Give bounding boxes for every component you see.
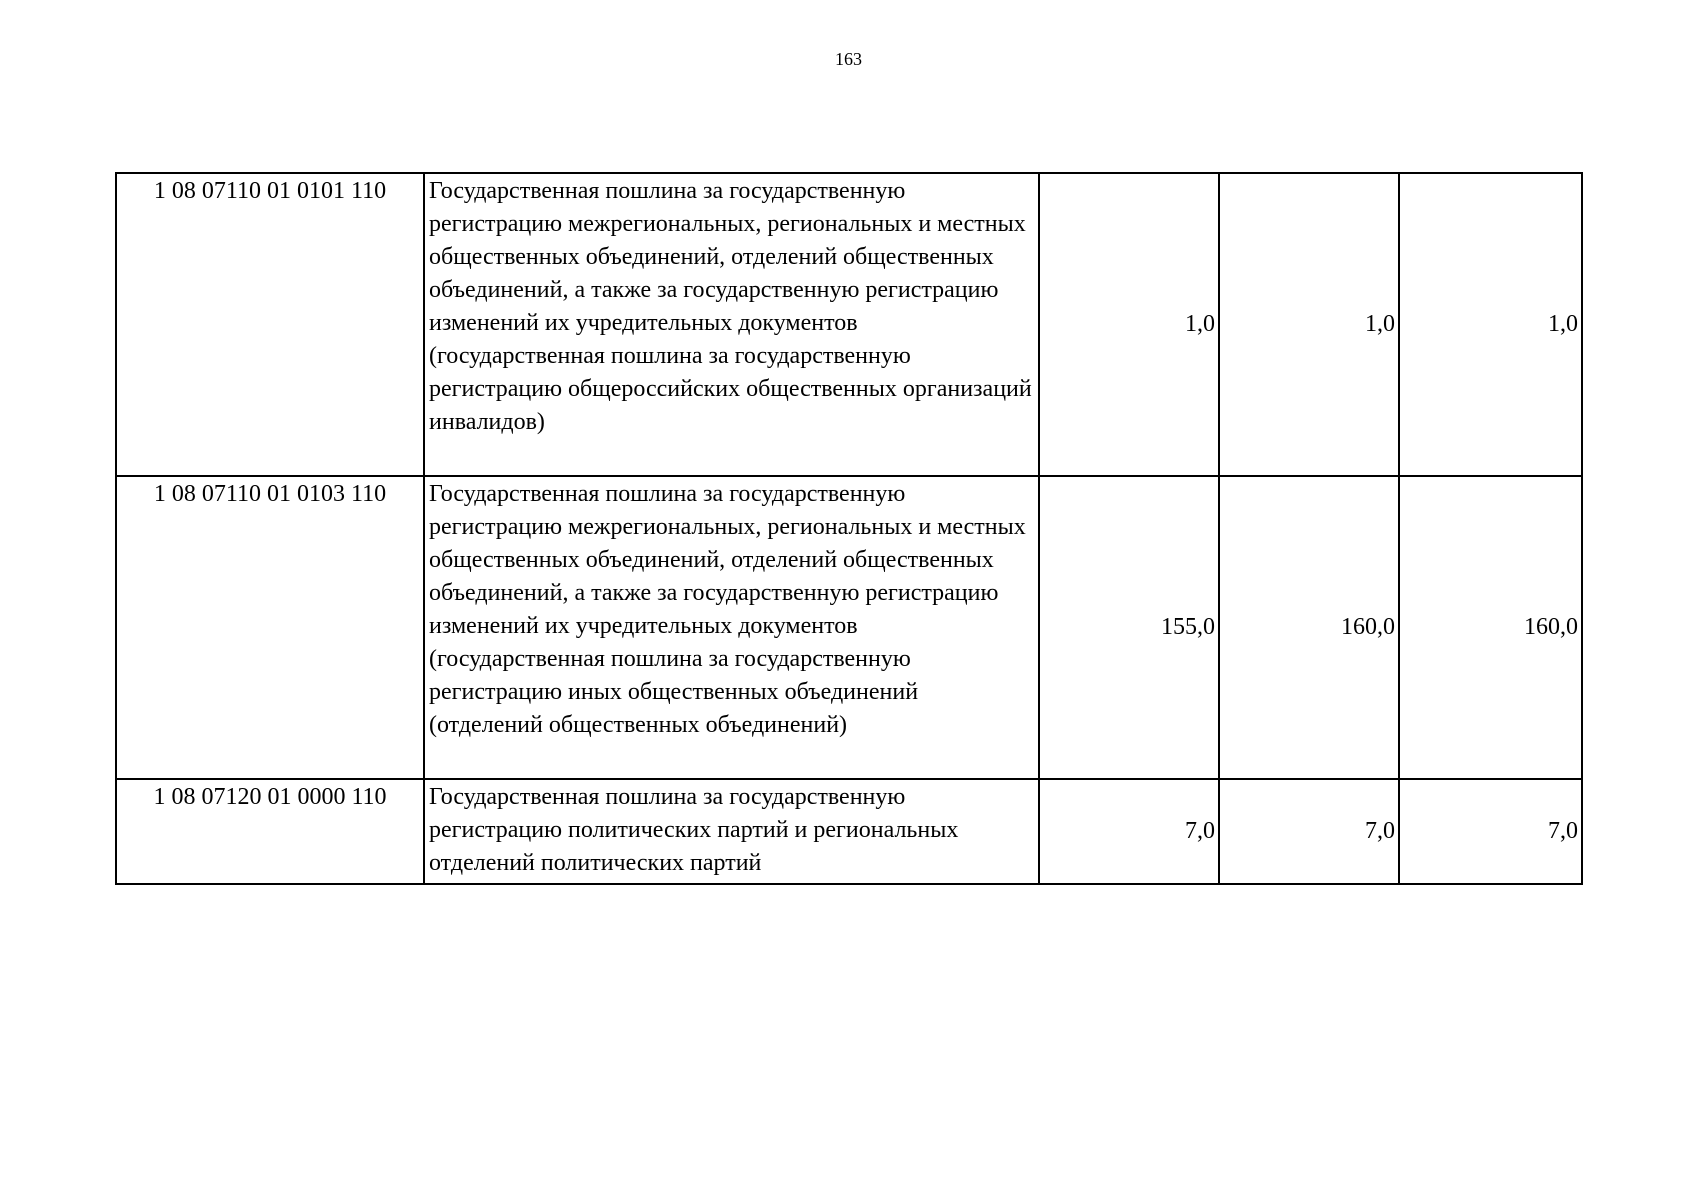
revenue-name-cell: Государственная пошлина за государственную регистрацию межрегиональных, региональных и местных общественных объединений, отделений общественных объединений, а также за государственную регистрацию изменений их учредительных документов (государственная пошлина за государственную регистрацию общероссийских общественных организаций инвалидов) xyxy=(424,173,1039,476)
revenue-name-cell: Государственная пошлина за государственную регистрацию политических партий и региональных отделений политических партий xyxy=(424,779,1039,884)
value-cell-year-2: 1,0 xyxy=(1219,173,1399,476)
table-row xyxy=(116,779,1582,884)
budget-table xyxy=(115,172,1583,885)
budget-code-cell: 1 08 07110 01 0101 110 xyxy=(116,173,424,476)
revenue-name-cell: Государственная пошлина за государственную регистрацию межрегиональных, региональных и местных общественных объединений, отделений общественных объединений, а также за государственную регистрацию изменений их учредительных документов (государственная пошлина за государственную регистрацию иных общественных объединений (отделений общественных объединений) xyxy=(424,476,1039,779)
value-cell-year-3: 7,0 xyxy=(1399,779,1582,884)
value-cell-year-3: 160,0 xyxy=(1399,476,1582,779)
value-cell-year-1: 7,0 xyxy=(1039,779,1219,884)
value-cell-year-2: 160,0 xyxy=(1219,476,1399,779)
value-cell-year-2: 7,0 xyxy=(1219,779,1399,884)
page-number: 163 xyxy=(835,49,862,69)
table-row xyxy=(116,173,1582,476)
value-cell-year-1: 155,0 xyxy=(1039,476,1219,779)
table-row xyxy=(116,476,1582,779)
budget-code-cell: 1 08 07110 01 0103 110 xyxy=(116,476,424,779)
value-cell-year-1: 1,0 xyxy=(1039,173,1219,476)
budget-code-cell: 1 08 07120 01 0000 110 xyxy=(116,779,424,884)
value-cell-year-3: 1,0 xyxy=(1399,173,1582,476)
